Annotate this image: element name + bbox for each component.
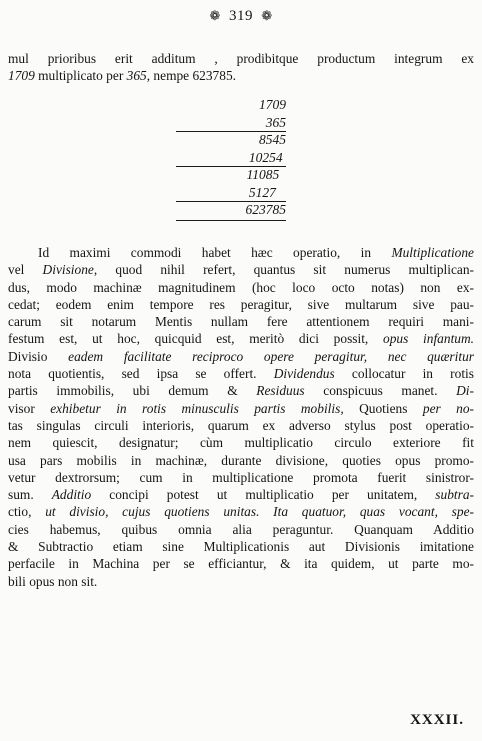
italic-term: Dividendus <box>273 366 335 382</box>
body-line <box>8 538 474 555</box>
calc-row: 5127 <box>248 184 286 200</box>
calc-rule <box>176 220 286 221</box>
body-text-segment: tas singulas circuli interioris, quarum ex adverso stylus post operatio- <box>8 417 474 433</box>
multiplication-calculation <box>176 96 286 219</box>
intro-text-b: multiplicato per <box>34 68 127 83</box>
body-text-segment: vel <box>8 262 43 278</box>
body-line <box>8 261 474 278</box>
body-text-segment: usa pars mobilis in machinæ, durante divisione, quoties opus promo- <box>8 452 474 468</box>
body-text-segment: carum sit notarum Mentis nullam fere attentionem requiri mani- <box>8 314 474 330</box>
body-text-segment: Quotiens <box>359 400 408 416</box>
intro-line-2 <box>8 67 474 84</box>
body-line <box>8 313 474 330</box>
body-line <box>8 452 474 469</box>
body-line <box>8 521 474 538</box>
italic-term: , ut divisio, cujus quotiens unitas. Ita quatuor, quas vocant, spe- <box>28 504 474 520</box>
intro-line-1: mul prioribus erit additum , prodibitque productum integrum ex <box>8 51 474 66</box>
body-text-segment: sum. <box>8 487 52 503</box>
body-line <box>8 296 474 313</box>
ornament-right-icon: ❁ <box>261 8 273 23</box>
body-text-segment: cies habemus, quibus omnia alia peraguntur. Quanquam Additio <box>8 521 474 537</box>
body-text-segment: ctio <box>8 504 29 520</box>
italic-term: exhibetur in rotis minusculis partis mobilis, <box>34 400 360 416</box>
body-text-segment: collocatur in rotis <box>334 366 474 382</box>
body-line <box>8 279 474 296</box>
body-line <box>8 555 474 572</box>
body-line <box>8 434 474 451</box>
body-line <box>8 417 474 434</box>
italic-term: Di- <box>456 383 474 399</box>
italic-term: Divisione <box>42 262 94 278</box>
calc-row: 1709 <box>259 97 286 112</box>
italic-term: Additio <box>51 487 92 503</box>
body-text-segment: vetur dextrorsum; cum in multiplicatione promota fuerit sinistror- <box>8 469 474 485</box>
intro-number-a: 1709 <box>8 68 35 83</box>
page-number: 319 <box>229 8 253 24</box>
body-line <box>8 469 474 486</box>
body-line <box>8 365 474 382</box>
italic-term: per no- <box>407 400 474 416</box>
ornament-left-icon: ❁ <box>209 8 221 23</box>
body-text-segment: dus, modo machinæ magnitudinem (hoc loco octo notas) non ex- <box>8 279 474 295</box>
body-text-segment: concipi potest ut multiplicatio per unitatem, <box>91 487 436 503</box>
body-line <box>8 382 474 399</box>
italic-term: Residuus <box>256 383 305 399</box>
body-text-segment: , quod nihil refert, quantus sit numerus multiplican- <box>93 262 474 278</box>
body-line <box>8 503 474 520</box>
body-text-segment: visor <box>8 400 35 416</box>
italic-term: Multiplicatione <box>391 245 474 260</box>
calc-row: 365 <box>265 114 286 130</box>
italic-term: subtra- <box>435 487 474 503</box>
body-line <box>8 486 474 503</box>
italic-term: opus infantum. <box>383 331 474 347</box>
body-text-segment: nota quotientis, sed ipsa se offert. <box>8 366 274 382</box>
body-text-segment: nem quiescit, designatur; cùm multiplicatio circulo exteriore fit <box>8 435 474 451</box>
calc-row: 623785 <box>245 202 286 217</box>
body-text-segment: conspicuus manet. <box>304 383 457 399</box>
body-text-segment: bili opus non sit. <box>8 573 98 589</box>
body-line <box>8 330 474 347</box>
calc-row: 8545 <box>259 132 286 147</box>
body-text-segment: partis immobilis, ubi demum & <box>8 383 257 399</box>
body-text-segment: Divisio <box>8 348 48 364</box>
catchword: XXXII. <box>410 712 464 728</box>
italic-term: eadem facilitate reciproco opere peragitur, nec quæritur <box>47 348 474 364</box>
body-line <box>8 348 474 365</box>
body-text-segment: festum est, ut hoc, quicquid est, meritò dici possit, <box>8 331 384 347</box>
body-text-segment: Id maximi commodi habet hæc operatio, in <box>38 245 392 260</box>
body-line <box>8 400 474 417</box>
calc-row: 10254 <box>248 149 286 165</box>
intro-paragraph <box>8 50 474 84</box>
body-text-segment: perfacile in Machina per se efficiantur, & ita quidem, ut parte mo- <box>8 556 474 572</box>
intro-number-c: 365 <box>126 68 147 83</box>
page-header <box>0 8 482 25</box>
body-line <box>8 573 474 590</box>
body-text-segment: cedat; eodem enim tempore res peragitur, sive multarum sive pau- <box>8 296 474 312</box>
body-paragraph <box>8 244 474 590</box>
body-line <box>8 244 474 261</box>
intro-text-d: , nempe 623785. <box>146 68 236 83</box>
body-text-segment: & Subtractio etiam sine Multiplicationis aut Divisionis imitatione <box>8 539 474 555</box>
calc-row: 11085 <box>246 167 286 182</box>
